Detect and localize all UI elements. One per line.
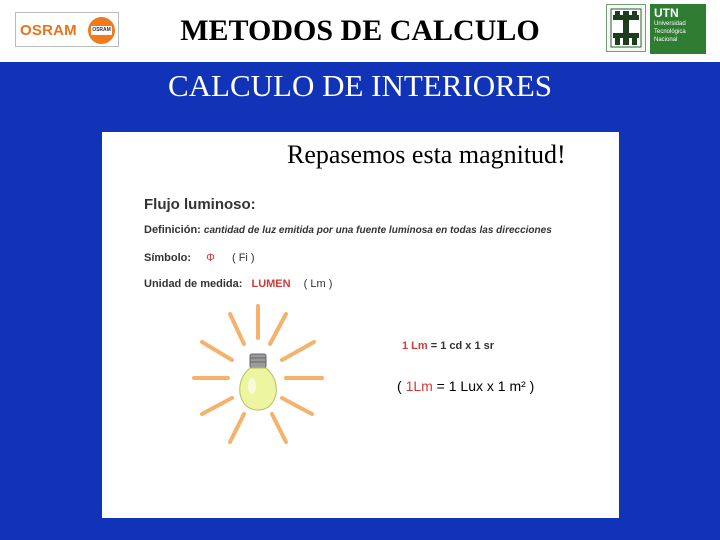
equation-2-open: (: [397, 378, 406, 394]
utn-label-box: [650, 4, 706, 54]
symbol-glyph: Φ: [206, 252, 215, 264]
page-title: METODOS DE CALCULO: [180, 14, 540, 47]
osram-logo: [15, 12, 119, 47]
equation-1-lhs: 1 Lm: [402, 340, 428, 352]
concept-title: Flujo luminoso:: [144, 196, 256, 213]
symbol-row: [144, 252, 255, 264]
symbol-label: Símbolo:: [144, 252, 192, 264]
unit-label: Unidad de medida:: [144, 278, 243, 290]
equation-lumen-candela: [402, 340, 494, 352]
slide-subtitle: CALCULO DE INTERIORES: [167, 68, 553, 103]
panel-heading: Repasemos esta magnitud!: [287, 140, 566, 169]
definition-text: cantidad de luz emitida por una fuente luminosa en todas las direcciones: [203, 225, 552, 236]
symbol-name: ( Fi ): [231, 252, 255, 264]
equation-2-rhs: = 1 Lux x 1 m² ): [432, 378, 535, 394]
definition-row: [144, 224, 552, 236]
utn-line: Nacional: [654, 37, 678, 43]
unit-row: [144, 278, 332, 290]
osram-logo-circle: [88, 17, 115, 44]
equation-2-lhs: 1Lm: [405, 378, 433, 394]
slide-header: [0, 0, 720, 62]
slide-body: [0, 62, 720, 540]
unit-abbr: ( Lm ): [303, 278, 333, 290]
content-panel: [102, 132, 619, 518]
unit-name: LUMEN: [251, 278, 291, 290]
light-bulb-with-rays-icon: [182, 302, 332, 452]
equation-lumen-lux: [397, 378, 534, 394]
utn-line: Tecnológica: [654, 29, 686, 35]
utn-line: Universidad: [654, 21, 686, 27]
definition-label: Definición:: [144, 224, 201, 236]
utn-emblem-icon: [606, 4, 646, 52]
osram-logo-badge: OSRAM: [92, 27, 111, 33]
osram-logo-text: OSRAM: [20, 22, 77, 39]
equation-1-rhs: = 1 cd x 1 sr: [430, 340, 495, 352]
utn-name: UTN: [654, 6, 679, 20]
utn-logo: [606, 4, 710, 54]
